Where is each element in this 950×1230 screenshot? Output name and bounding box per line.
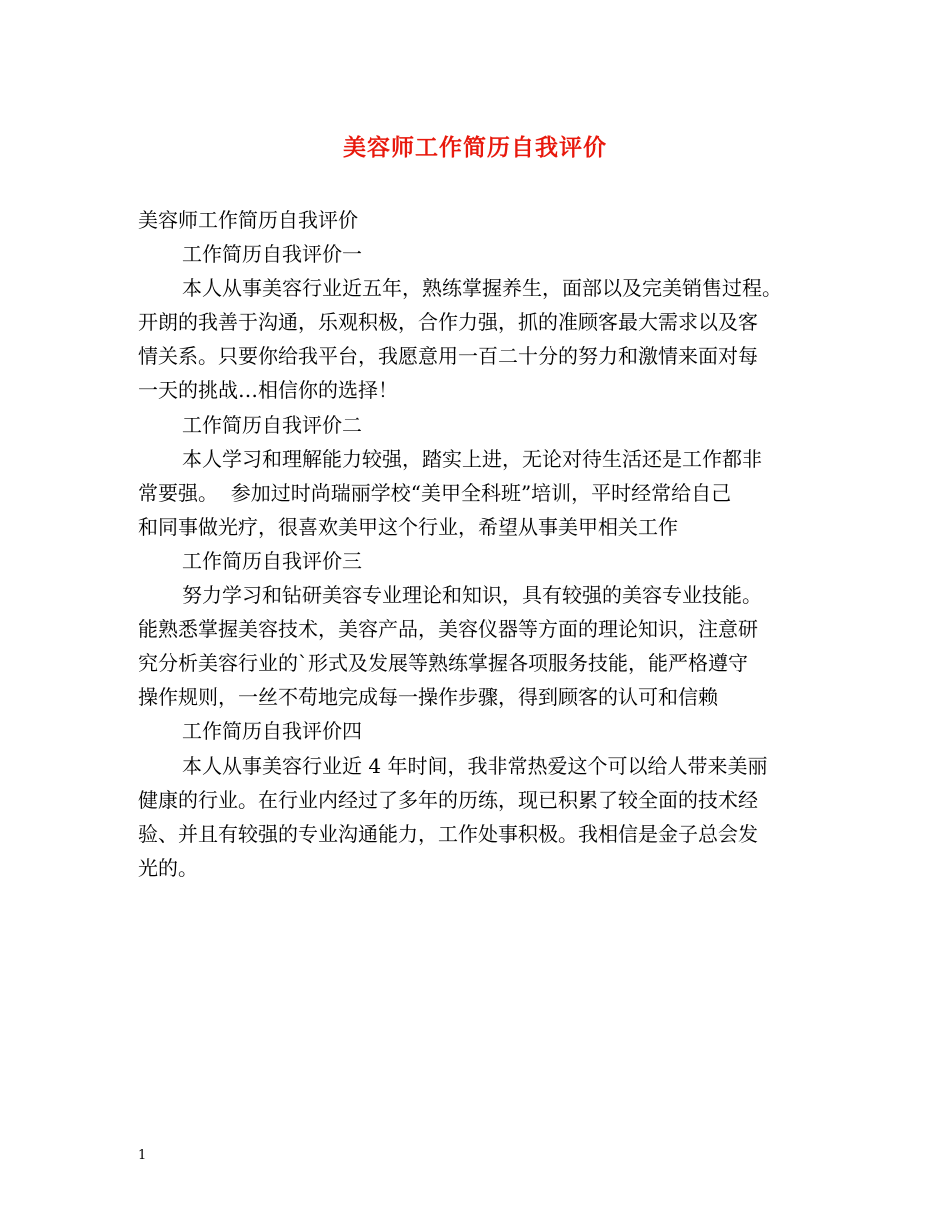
body-line: 一天的挑战…相信你的选择！: [138, 378, 398, 403]
body-line: 本人从事美容行业近五年，熟练掌握养生，面部以及完美销售过程。: [182, 276, 782, 301]
document-body: [138, 203, 814, 885]
section-heading: 工作简历自我评价三: [182, 548, 362, 573]
body-line: 光的。: [138, 855, 198, 880]
document-title: 美容师工作简历自我评价: [343, 134, 607, 161]
body-line: 努力学习和钻研美容专业理论和知识，具有较强的美容专业技能。: [182, 583, 762, 608]
body-line: 本人学习和理解能力较强，踏实上进，无论对待生活还是工作都非: [182, 446, 762, 471]
page-number: 1: [138, 1148, 147, 1163]
body-line: 美容师工作简历自我评价: [138, 208, 358, 232]
section-heading: 工作简历自我评价一: [182, 242, 362, 267]
body-line: 操作规则，一丝不苟地完成每一操作步骤，得到顾客的认可和信赖: [138, 685, 718, 710]
body-line: 常要强。 参加过时尚瑞丽学校“美甲全科班”培训，平时经常给自己: [138, 480, 732, 505]
section-heading: 工作简历自我评价二: [182, 412, 362, 437]
body-line: 和同事做光疗，很喜欢美甲这个行业，希望从事美甲相关工作: [138, 514, 678, 539]
body-line: 开朗的我善于沟通，乐观积极，合作力强，抓的准顾客最大需求以及客: [138, 310, 758, 335]
body-line: 本人从事美容行业近 4 年时间，我非常热爱这个可以给人带来美丽: [182, 753, 768, 778]
body-line: 情关系。只要你给我平台，我愿意用一百二十分的努力和激情来面对每: [138, 344, 758, 369]
section-heading: 工作简历自我评价四: [182, 719, 362, 744]
body-line: 验、并且有较强的专业沟通能力，工作处事积极。我相信是金子总会发: [138, 821, 758, 846]
body-line: 究分析美容行业的`形式及发展等熟练掌握各项服务技能，能严格遵守: [138, 651, 748, 676]
body-line: 健康的行业。在行业内经过了多年的历练，现已积累了较全面的技术经: [138, 787, 758, 812]
body-line: 能熟悉掌握美容技术，美容产品，美容仪器等方面的理论知识，注意研: [138, 617, 758, 642]
